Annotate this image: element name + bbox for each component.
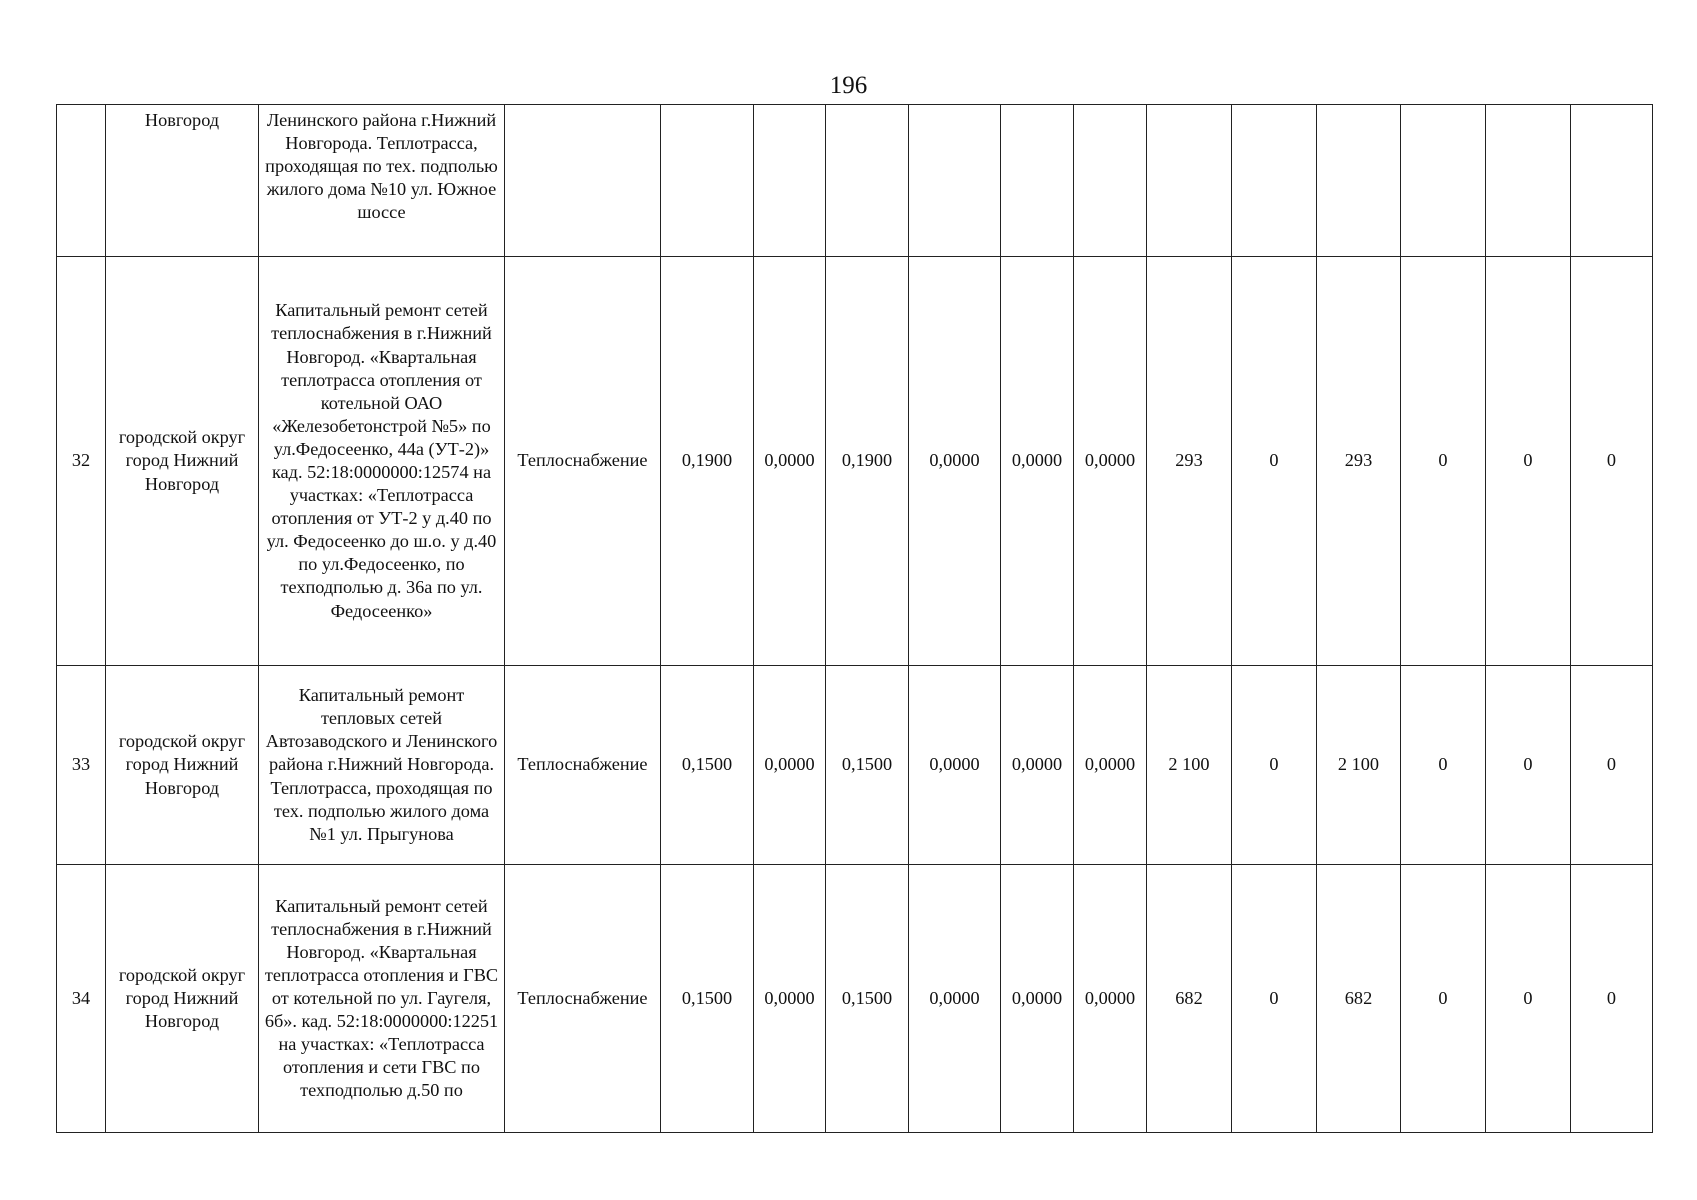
cell-cost-6: 0 <box>1571 257 1653 666</box>
cell-cost-4 <box>1401 105 1486 257</box>
cell-value-4 <box>909 105 1001 257</box>
cell-sector: Теплоснабжение <box>505 257 661 666</box>
cell-cost-2: 0 <box>1232 865 1317 1133</box>
cell-cost-3: 682 <box>1317 865 1401 1133</box>
cell-cost-5: 0 <box>1486 865 1571 1133</box>
cell-number <box>57 105 106 257</box>
cell-value-4: 0,0000 <box>909 666 1001 865</box>
cell-value-6: 0,0000 <box>1074 666 1147 865</box>
cell-value-2 <box>754 105 826 257</box>
cell-sector: Теплоснабжение <box>505 865 661 1133</box>
cell-value-3 <box>826 105 909 257</box>
cell-value-2: 0,0000 <box>754 865 826 1133</box>
cell-cost-6: 0 <box>1571 865 1653 1133</box>
cell-value-3: 0,1500 <box>826 666 909 865</box>
cell-cost-6: 0 <box>1571 666 1653 865</box>
cell-sector: Теплоснабжение <box>505 666 661 865</box>
table-row <box>57 257 1653 666</box>
page-number: 196 <box>829 72 868 99</box>
cell-description: Капитальный ремонт сетей теплоснабжения в г.Нижний Новгород. «Квартальная теплотрасса отопления от котельной ОАО «Железобетонстрой №5» по ул.Федосеенко, 44а (УТ-2)» кад. 52:18:0000000:12574 на участках: «Теплотрасса отопления от УТ-2 у д.40 по ул. Федосеенко до ш.о. у д.40 по ул.Федосеенко, по техподполью д. 36а по ул. Федосеенко» <box>259 257 505 666</box>
cell-value-5: 0,0000 <box>1001 666 1074 865</box>
cell-cost-2: 0 <box>1232 666 1317 865</box>
cell-value-3: 0,1900 <box>826 257 909 666</box>
cell-territory: городской округ город Нижний Новгород <box>106 257 259 666</box>
cell-number: 33 <box>57 666 106 865</box>
cell-value-2: 0,0000 <box>754 257 826 666</box>
cell-value-4: 0,0000 <box>909 257 1001 666</box>
cell-cost-6 <box>1571 105 1653 257</box>
cell-cost-3: 2 100 <box>1317 666 1401 865</box>
cell-cost-5: 0 <box>1486 257 1571 666</box>
cell-value-6 <box>1074 105 1147 257</box>
cell-value-1 <box>661 105 754 257</box>
cell-value-1: 0,1900 <box>661 257 754 666</box>
cell-value-6: 0,0000 <box>1074 257 1147 666</box>
cell-cost-4: 0 <box>1401 257 1486 666</box>
cell-value-5: 0,0000 <box>1001 865 1074 1133</box>
cell-value-4: 0,0000 <box>909 865 1001 1133</box>
cell-value-5 <box>1001 105 1074 257</box>
cell-description: Капитальный ремонт тепловых сетей Автозаводского и Ленинского района г.Нижний Новгорода. Теплотрасса, проходящая по тех. подполью жилого дома №1 ул. Прыгунова <box>259 666 505 865</box>
cell-cost-1 <box>1147 105 1232 257</box>
table-row <box>57 666 1653 865</box>
cell-value-1: 0,1500 <box>661 865 754 1133</box>
cell-cost-1: 293 <box>1147 257 1232 666</box>
cell-sector <box>505 105 661 257</box>
cell-cost-2: 0 <box>1232 257 1317 666</box>
cell-territory: городской округ город Нижний Новгород <box>106 666 259 865</box>
cell-value-2: 0,0000 <box>754 666 826 865</box>
cell-cost-1: 682 <box>1147 865 1232 1133</box>
cell-cost-4: 0 <box>1401 865 1486 1133</box>
cell-value-5: 0,0000 <box>1001 257 1074 666</box>
cell-territory: Новгород <box>106 105 259 257</box>
data-table <box>56 104 1653 1133</box>
cell-description: Капитальный ремонт сетей теплоснабжения в г.Нижний Новгород. «Квартальная теплотрасса отопления и ГВС от котельной по ул. Гаугеля, 6б». кад. 52:18:0000000:12251 на участках: «Теплотрасса отопления и сети ГВС по техподполью д.50 по <box>259 865 505 1133</box>
cell-number: 32 <box>57 257 106 666</box>
cell-cost-3: 293 <box>1317 257 1401 666</box>
cell-cost-4: 0 <box>1401 666 1486 865</box>
cell-territory: городской округ город Нижний Новгород <box>106 865 259 1133</box>
cell-description: Ленинского района г.Нижний Новгорода. Теплотрасса, проходящая по тех. подполью жилого дома №10 ул. Южное шоссе <box>259 105 505 257</box>
cell-number: 34 <box>57 865 106 1133</box>
cell-cost-3 <box>1317 105 1401 257</box>
cell-value-1: 0,1500 <box>661 666 754 865</box>
cell-value-6: 0,0000 <box>1074 865 1147 1133</box>
cell-cost-2 <box>1232 105 1317 257</box>
cell-cost-5: 0 <box>1486 666 1571 865</box>
cell-cost-1: 2 100 <box>1147 666 1232 865</box>
table-row <box>57 105 1653 257</box>
cell-value-3: 0,1500 <box>826 865 909 1133</box>
cell-cost-5 <box>1486 105 1571 257</box>
table-row <box>57 865 1653 1133</box>
